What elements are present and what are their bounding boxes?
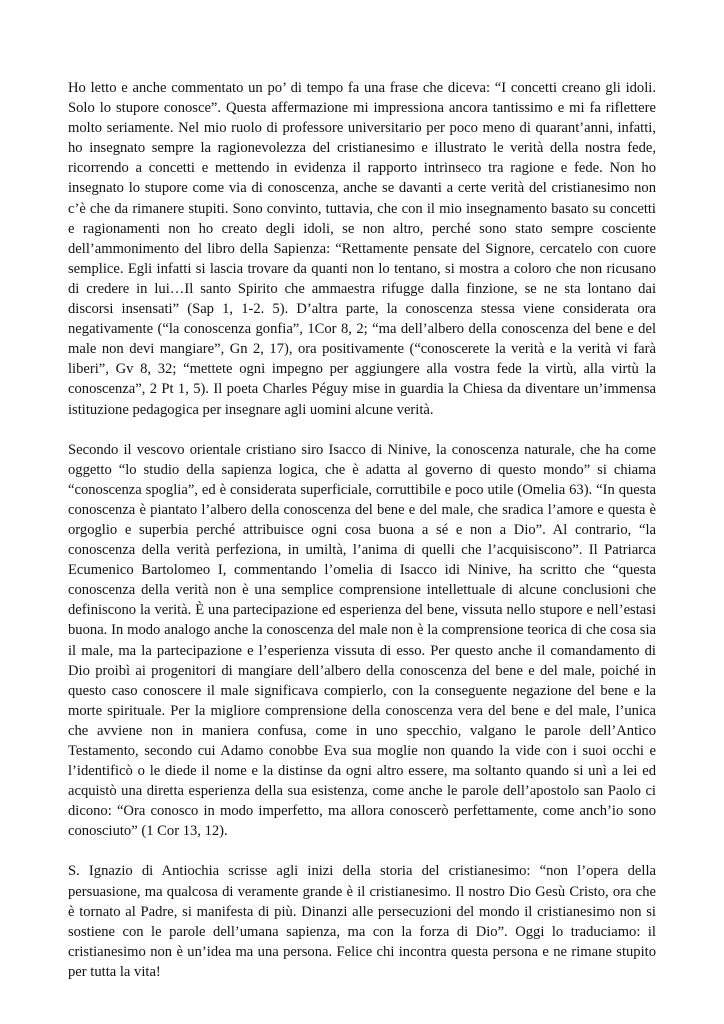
paragraph-3: S. Ignazio di Antiochia scrisse agli inizi della storia del cristianesimo: “non l’opera della persuasione, ma qualcosa di veramente grande è il cristianesimo. Il nostro Dio Gesù Cristo, ora che è tornato al Padre, si manifesta di più. Dinanzi alle persecuzioni del mondo il cristianesimo non si sostiene con le parole dell’umana sapienza, ma con la forza di Dio”. Oggi lo traduciamo: il cristianesimo non è un’idea ma una persona. Felice chi incontra questa persona e ne rimane stupito per tutta la vita! xyxy=(68,863,656,980)
paragraph-2: Secondo il vescovo orientale cristiano siro Isacco di Ninive, la conoscenza naturale, che ha come oggetto “lo studio della sapienza logica, che è adatta al governo di questo mondo” si chiama “conoscenza spoglia”, ed è considerata superficiale, corruttibile e poco utile (Omelia 63). “In questa conoscenza è piantato l’albero della conoscenza del bene e del male, che sradica l’amore e questa è orgoglio e superbia perché attribuisce ogni cosa buona a sé e non a Dio”. Al contrario, “la conoscenza della verità perfeziona, in umiltà, l’anima di quelli che l’acquisiscono”. Il Patriarca Ecumenico Bartolomeo I, commentando l’omelia di Isacco idi Ninive, ha scritto che “questa conoscenza della verità non è una semplice comprensione intellettuale di alcune conclusioni che definiscono la verità. È una partecipazione ed esperienza del bene, vissuta nello stupore e nell’estasi buona. In modo analogo anche la conoscenza del male non è la comprensione teorica di che cosa sia il male, ma la partecipazione e l’esperienza vissuta di esso. Per questo anche il comandamento di Dio proibì ai progenitori di mangiare dell’albero della conoscenza del bene e del male, poiché in questo caso conoscere il male significava compierlo, con la conseguente negazione del bene e la morte spirituale. Per la migliore comprensione della conoscenza vera del bene e del male, l’unica che avviene non in maniera confusa, come in uno specchio, valgano le parole dell’Antico Testamento, secondo cui Adamo conobbe Eva sua moglie non quando la vide con i suoi occhi e l’identificò o le diede il nome e la distinse da ogni altro essere, ma soltanto quando si unì a lei ed acquistò una diretta esperienza della sua esistenza, come anche le parole dell’apostolo san Paolo ci dicono: “Ora conosco in modo imperfetto, ma allora conoscerò perfettamente, come anch’io sono conosciuto” (1 Cor 13, 12). xyxy=(68,441,656,840)
document-page xyxy=(68,78,656,1002)
paragraph-1: Ho letto e anche commentato un po’ di tempo fa una frase che diceva: “I concetti creano gli idoli. Solo lo stupore conosce”. Questa affermazione mi impressiona ancora tantissimo e mi fa riflettere molto seriamente. Nel mio ruolo di professore universitario per poco meno di quarant’anni, infatti, ho insegnato sempre la ragionevolezza del cristianesimo e illustrato le verità della nostra fede, ricorrendo a concetti e mettendo in evidenza il rapporto intrinseco tra ragione e fede. Non ho insegnato lo stupore come via di conoscenza, anche se davanti a certe verità del cristianesimo non c’è che da rimanere stupiti. Sono convinto, tuttavia, che con il mio insegnamento basato su concetti e ragionamenti non ho creato degli idoli, se non altro, perché sono stato sempre cosciente dell’ammonimento del libro della Sapienza: “Rettamente pensate del Signore, cercatelo con cuore semplice. Egli infatti si lascia trovare da quanti non lo tentano, si mostra a coloro che non ricusano di credere in lui…Il santo Spirito che ammaestra rifugge dalla finzione, se ne sta lontano dai discorsi insensati” (Sap 1, 1-2. 5). D’altra parte, la conoscenza stessa viene considerata ora negativamente (“la conoscenza gonfia”, 1Cor 8, 2; “ma dell’albero della conoscenza del bene e del male non devi mangiare”, Gn 2, 17), ora positivamente (“conoscerete la verità e la verità vi farà liberi”, Gv 8, 32; “mettete ogni impegno per aggiungere alla vostra fede la virtù, alla virtù la conoscenza”, 2 Pt 1, 5). Il poeta Charles Péguy mise in guardia la Chiesa da diventare un’immensa istituzione pedagogica per insegnare agli uomini alcune verità. xyxy=(68,80,656,418)
